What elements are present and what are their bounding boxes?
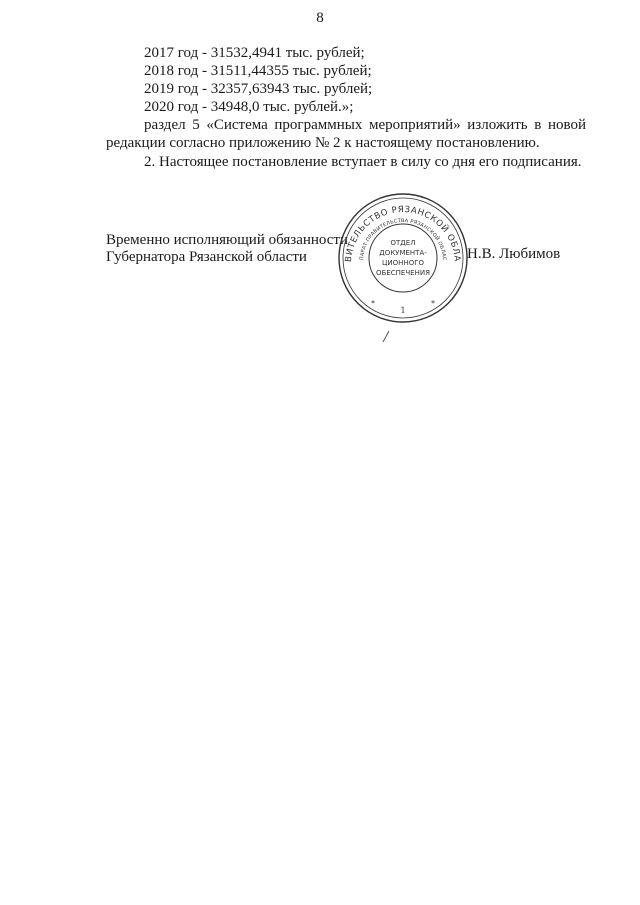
funding-line-2017: 2017 год - 31532,4941 тыс. рублей;: [144, 45, 365, 61]
seal-center-line-3: ЦИОННОГО: [382, 259, 424, 267]
page-number: 8: [316, 10, 324, 26]
funding-line-2020: 2020 год - 34948,0 тыс. рублей.»;: [144, 99, 354, 115]
seal-center-line-1: ОТДЕЛ: [390, 239, 416, 247]
funding-by-year-list: [144, 44, 372, 116]
seal-number: 1: [400, 306, 406, 315]
signatory-position-line-2: Губернатора Рязанской области: [106, 249, 307, 265]
seal-stamp-icon: [335, 190, 471, 326]
signatory-name: Н.В. Любимов: [467, 246, 561, 262]
seal-star-right-icon: *: [431, 299, 435, 308]
section-change-paragraph: раздел 5 «Система программных мероприятий» изложить в новой редакции согласно приложению № 2 к настоящему постановлению.: [106, 117, 586, 151]
seal-center-line-4: ОБЕСПЕЧЕНИЯ: [376, 269, 430, 277]
effective-date-paragraph: 2. Настоящее постановление вступает в силу со дня его подписания.: [144, 154, 582, 170]
funding-line-2018: 2018 год - 31511,44355 тыс. рублей;: [144, 63, 372, 79]
signatory-position: [106, 232, 348, 266]
seal-inner-text: ПАРАТ ПРАВИТЕЛЬСТВА РЯЗАНСКОЙ ОБЛАС: [358, 217, 448, 261]
official-seal: [335, 190, 471, 326]
seal-center-line-2: ДОКУМЕНТА-: [379, 249, 427, 257]
seal-outer-text: ВИТЕЛЬСТВО РЯЗАНСКОЙ ОБЛА: [343, 204, 463, 263]
funding-line-2019: 2019 год - 32357,63943 тыс. рублей;: [144, 81, 373, 97]
handwritten-stroke-icon: [380, 330, 392, 344]
signatory-position-line-1: Временно исполняющий обязанности: [106, 232, 349, 248]
seal-star-left-icon: *: [371, 299, 375, 308]
